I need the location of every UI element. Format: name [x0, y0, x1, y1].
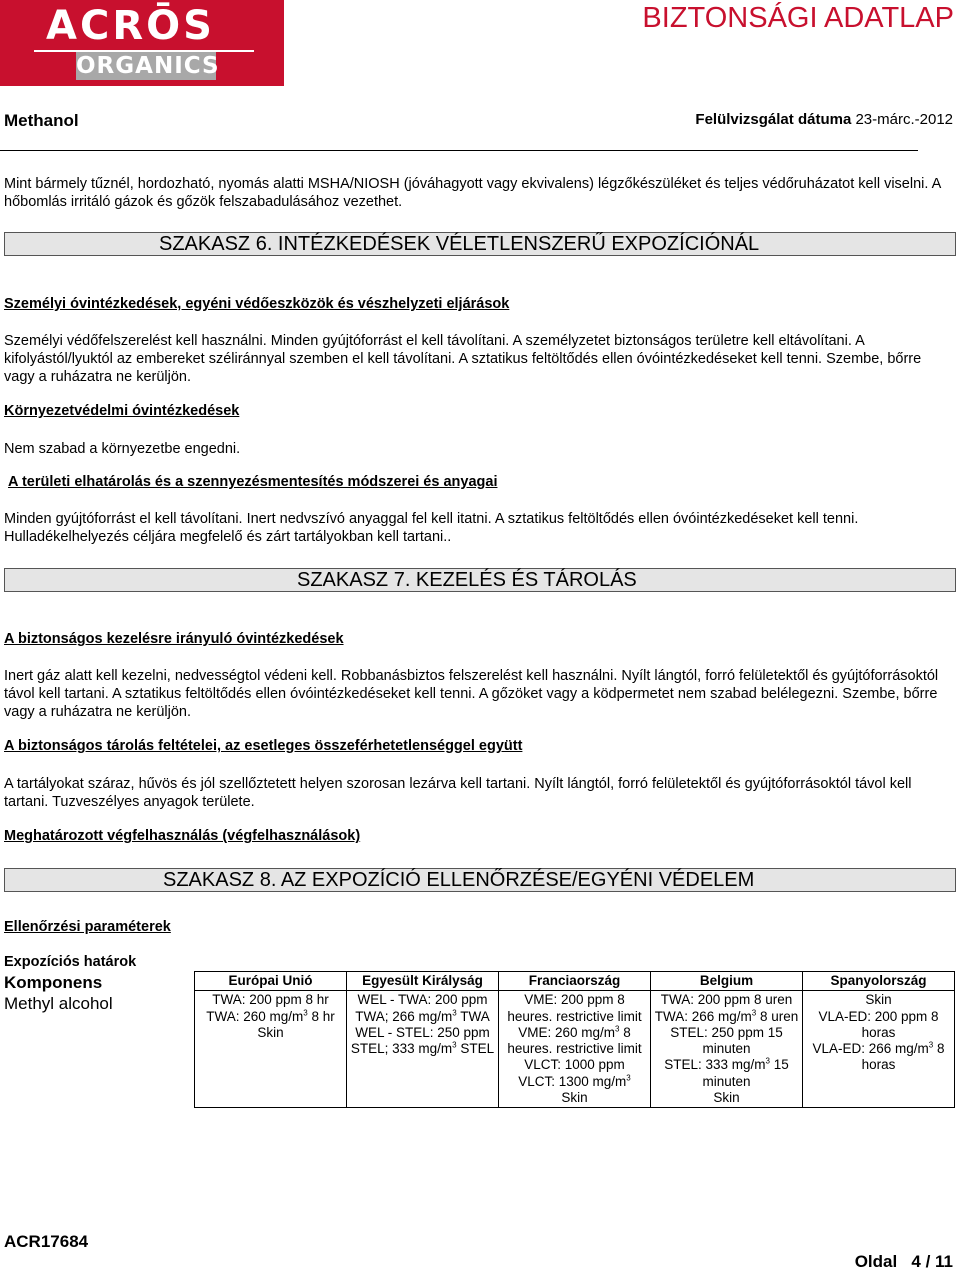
- table-header-row: [195, 972, 955, 991]
- logo-organics-text: ORGANICS: [76, 53, 220, 79]
- specific-end-use-heading: Meghatározott végfelhasználás (végfelhasználások): [4, 828, 361, 844]
- section-6-title: SZAKASZ 6. INTÉZKEDÉSEK VÉLETLENSZERŰ EXPOZÍCIÓNÁL: [159, 233, 760, 255]
- cell-uk: WEL - TWA: 200 ppm TWA; 266 $mg/m^3$ TWA WEL - STEL: 250 ppm STEL; 333 $mg/m^3$ STEL: [347, 991, 499, 1108]
- revision-date: 23-márc.-2012: [855, 111, 953, 128]
- section-8-title: SZAKASZ 8. AZ EXPOZÍCIÓ ELLENŐRZÉSE/EGYÉNI VÉDELEM: [163, 869, 755, 891]
- col-header-be: Belgium: [651, 972, 803, 991]
- page-indicator: [855, 1252, 953, 1272]
- revision-info: [695, 111, 953, 128]
- cell-eu: TWA: 200 ppm 8 hr TWA: 260 $mg/m^3$ 8 hr Skin: [195, 991, 347, 1108]
- document-title: BIZTONSÁGI ADATLAP: [642, 2, 954, 34]
- safe-storage-text: A tartályokat száraz, hűvös és jól szellőztetett helyen szorosan lezárva kell tartani. Nyílt lángtól, forró felületektől és gyújtóforrásoktól távol kell tartani. Tuzveszélyes anyagok területe.: [4, 776, 912, 810]
- environmental-precautions-text: Nem szabad a környezetbe engedni.: [4, 441, 241, 457]
- col-header-uk: Egyesült Királyság: [347, 972, 499, 991]
- components-label: Komponens: [4, 973, 103, 992]
- environmental-precautions-heading: Környezetvédelmi óvintézkedések: [4, 403, 240, 419]
- section-7-title: SZAKASZ 7. KEZELÉS ÉS TÁROLÁS: [297, 569, 637, 591]
- section-7-header: [4, 568, 956, 592]
- product-name: Methanol: [4, 111, 79, 130]
- exposure-limits-label: Expozíciós határok: [4, 954, 137, 970]
- containment-cleanup-heading: A területi elhatárolás és a szennyezésmentesítés módszerei és anyagai: [8, 474, 498, 490]
- document-code: ACR17684: [4, 1232, 89, 1251]
- header-rule: [0, 150, 918, 151]
- safe-storage-heading: A biztonságos tárolás feltételei, az esetleges összeférhetetlenséggel együtt: [4, 738, 523, 754]
- col-header-fr: Franciaország: [499, 972, 651, 991]
- safe-handling-text: Inert gáz alatt kell kezelni, nedvességtol védeni kell. Robbanásbiztos felszerelést kell használni. Nyílt lángtól, forró felületektől és gyújtóforrásoktól távol kell tartani. A sztatikus feltöltődés ellen óvóintézkedéseket kell tenni. A gőzöket vagy a ködpermetet nem szabad belélegezni. Szembe, bőrre vagy a ruházatra ne kerüljön.: [4, 668, 939, 720]
- safe-handling-heading: A biztonságos kezelésre irányuló óvintézkedések: [4, 631, 344, 647]
- cell-es: Skin VLA-ED: 200 ppm 8 horas VLA-ED: 266 $mg/m^3$ 8 horas: [803, 991, 955, 1108]
- table-row: [195, 991, 955, 1108]
- revision-label: Felülvizsgálat dátuma: [695, 111, 852, 128]
- containment-cleanup-text: Minden gyújtóforrást el kell távolítani. Inert nedvszívó anyaggal fel kell itatni. A sztatikus feltöltődés ellen óvóintézkedéseket kell tenni. Hulladékelhelyezés céljára megfelelő és zárt tartályokban kell tartani..: [4, 511, 859, 545]
- personal-precautions-heading: Személyi óvintézkedések, egyéni védőeszközök és vészhelyzeti eljárások: [4, 296, 510, 312]
- logo-acros-text: ACRŌS: [46, 3, 215, 49]
- col-header-es: Spanyolország: [803, 972, 955, 991]
- intro-paragraph: Mint bármely tűznél, hordozható, nyomás alatti MSHA/NIOSH (jóváhagyott vagy ekvivalens) légzőkészüléket és teljes védőruházatot kell viselni. A hőbomlás irritáló gázok és gőzök felszabadulásához vezethet.: [4, 176, 941, 210]
- section-8-header: [4, 868, 956, 892]
- page-number: 4 / 11: [911, 1252, 953, 1271]
- col-header-eu: Európai Unió: [195, 972, 347, 991]
- acros-organics-logo: [0, 0, 284, 86]
- personal-precautions-text: Személyi védőfelszerelést kell használni. Minden gyújtóforrást el kell távolítani. A személyzetet biztonságos területre kell eltávolítani. A kifolyástól/lyuktól az embereket széliránnyal szemben el kell távolítani. A sztatikus feltöltődés ellen óvóintézkedéseket kell tenni. Szembe, bőrre vagy a ruházatra ne kerüljön.: [4, 333, 922, 385]
- component-name: Methyl alcohol: [4, 994, 113, 1013]
- cell-fr: VME: 200 ppm 8 heures. restrictive limit VME: 260 $mg/m^3$ 8 heures. restrictive limit VLCT: 1000 ppm VLCT: 1300 $mg/m^3$ Skin: [499, 991, 651, 1108]
- section-6-header: [4, 232, 956, 256]
- control-parameters-heading: Ellenőrzési paraméterek: [4, 919, 171, 935]
- cell-be: TWA: 200 ppm 8 uren TWA: 266 $mg/m^3$ 8 uren STEL: 250 ppm 15 minuten STEL: 333 $mg/m^3$ 15 minuten Skin: [651, 991, 803, 1108]
- exposure-limits-table: [194, 971, 955, 1108]
- page-label: Oldal: [854, 1252, 898, 1271]
